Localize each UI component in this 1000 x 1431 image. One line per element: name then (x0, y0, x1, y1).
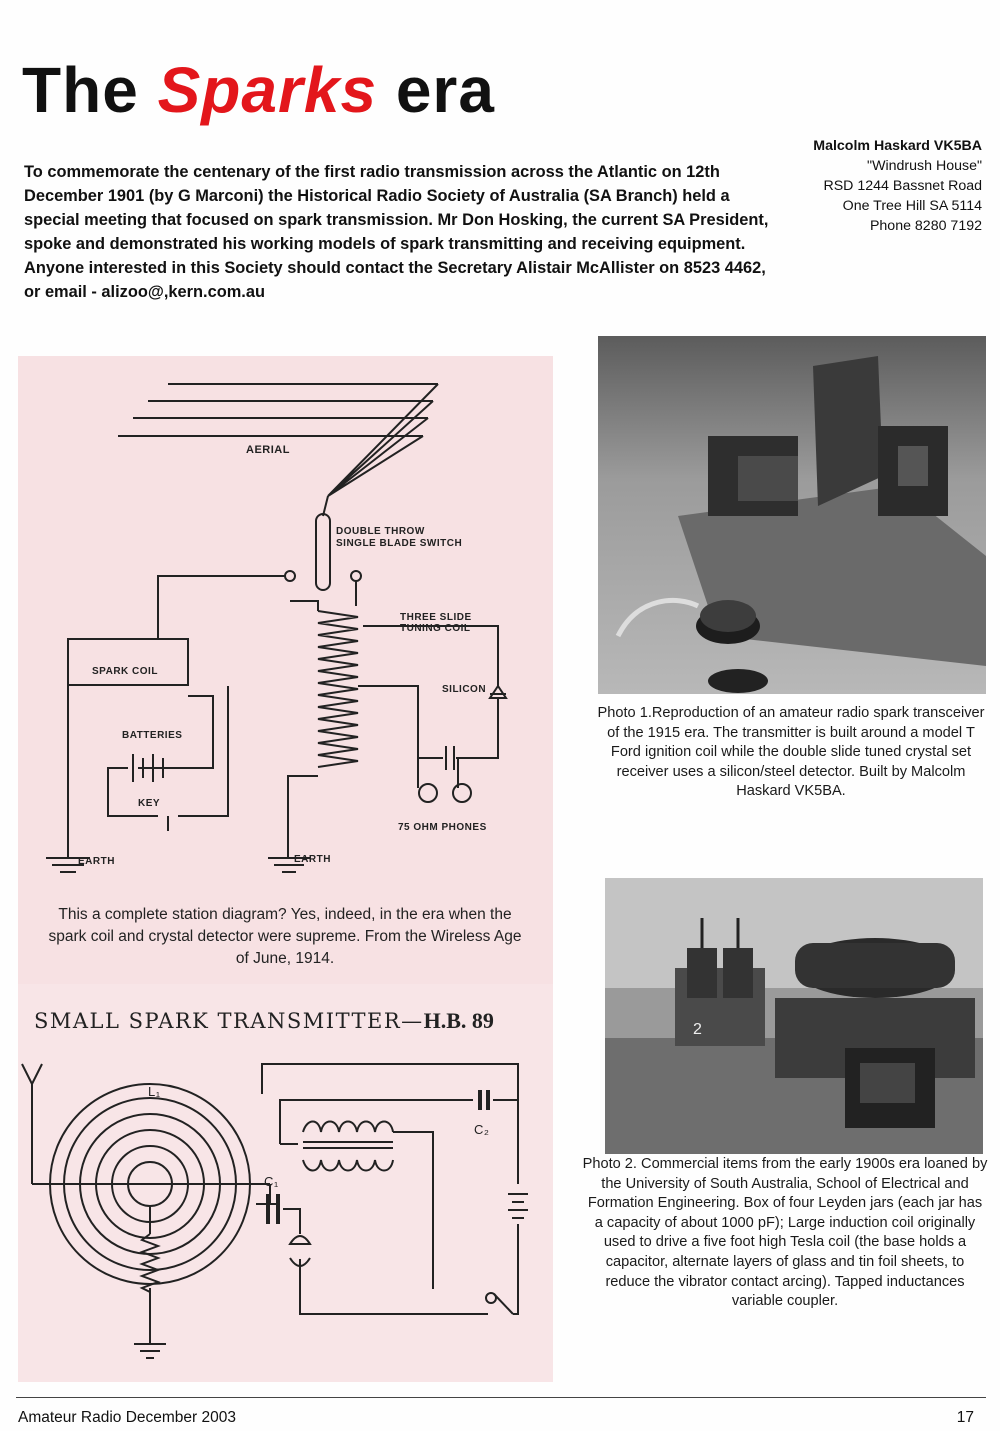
author-line2: RSD 1244 Bassnet Road (823, 178, 982, 194)
author-line1: "Windrush House" (867, 158, 982, 174)
page-number: 17 (956, 1409, 974, 1426)
figure2-title-text: SMALL SPARK TRANSMITTER— (34, 1009, 424, 1033)
label-aerial: AERIAL (246, 444, 290, 456)
label-coil-line1: THREE SLIDE (400, 612, 472, 623)
photo2-image (605, 878, 983, 1154)
label-batteries: BATTERIES (122, 730, 183, 741)
figure2-code: H.B. 89 (423, 1008, 494, 1033)
title-accent: Sparks (157, 54, 378, 126)
photo2-caption: Photo 2. Commercial items from the early 1900s era loaned by the University of South Australia, School of Electrical and Formation Engineering. Box of four Leyden jars (each jar has a capacity of about 1000 pF); Large induction coil originally used to drive a five foot high Tesla coil (the base holds a capacitor, alternate layers of glass and tin foil sheets, to reduce the vibrator contact arcing). Tapped inductances variable coupler. (582, 1156, 988, 1310)
transmitter-diagram-figure (18, 984, 553, 1382)
label-earth-right: EARTH (294, 854, 331, 865)
label-key: KEY (138, 798, 161, 809)
station-diagram-drawing (18, 356, 553, 896)
author-line4: Phone 8280 7192 (869, 218, 982, 234)
label-spark-coil: SPARK COIL (92, 666, 158, 677)
label-earth-left: EARTH (78, 856, 115, 867)
figure1-caption: This a complete station diagram? Yes, indeed, in the era when the spark coil and crystal detector were supreme. From the Wireless Age of June, 1914. (48, 906, 522, 967)
photo2-label: 2 (693, 1021, 702, 1038)
footer-divider (16, 1397, 986, 1398)
label-switch-line2: SINGLE BLADE SWITCH (336, 538, 463, 549)
photo1-image (598, 336, 986, 694)
page-title (22, 54, 495, 126)
title-part2: era (395, 54, 495, 126)
transmitter-diagram-drawing (18, 1044, 553, 1384)
station-diagram-figure (18, 356, 553, 984)
author-line3: One Tree Hill SA 5114 (842, 198, 982, 214)
label-coil-line2: TUNING COIL (400, 623, 471, 634)
figure2-title (34, 1008, 494, 1034)
title-part1: The (22, 54, 139, 126)
photo1-drawing (598, 336, 986, 694)
photo2-drawing (605, 878, 983, 1154)
author-name: Malcolm Haskard VK5BA (813, 138, 982, 154)
label-silicon: SILICON (442, 684, 487, 695)
label-c2: C₂ (474, 1122, 490, 1137)
label-phones: 75 OHM PHONES (398, 822, 487, 833)
label-switch-line1: DOUBLE THROW (336, 526, 425, 537)
label-c1: C₁ (264, 1174, 279, 1189)
photo1-caption: Photo 1.Reproduction of an amateur radio spark transceiver of the 1915 era. The transmitter is built around a model T Ford ignition coil while the double slide tuned crystal set receiver uses a silicon/steel detector. Built by Malcolm Haskard VK5BA. (597, 705, 985, 800)
author-block (813, 136, 982, 236)
intro-paragraph: To commemorate the centenary of the first radio transmission across the Atlantic on 12th December 1901 (by G Marconi) the Historical Radio Society of Australia (SA Branch) held a special meeting that focused on spark transmission. Mr Don Hosking, the current SA President, spoke and demonstrated his working models of spark transmitting and receiving equipment. Anyone interested in this Society should contact the Secretary Alistair McAllister on 8523 4462, or email - alizoo@,kern.com.au (24, 163, 769, 301)
label-l1: L₁ (148, 1084, 161, 1099)
footer-publication: Amateur Radio December 2003 (18, 1409, 236, 1426)
